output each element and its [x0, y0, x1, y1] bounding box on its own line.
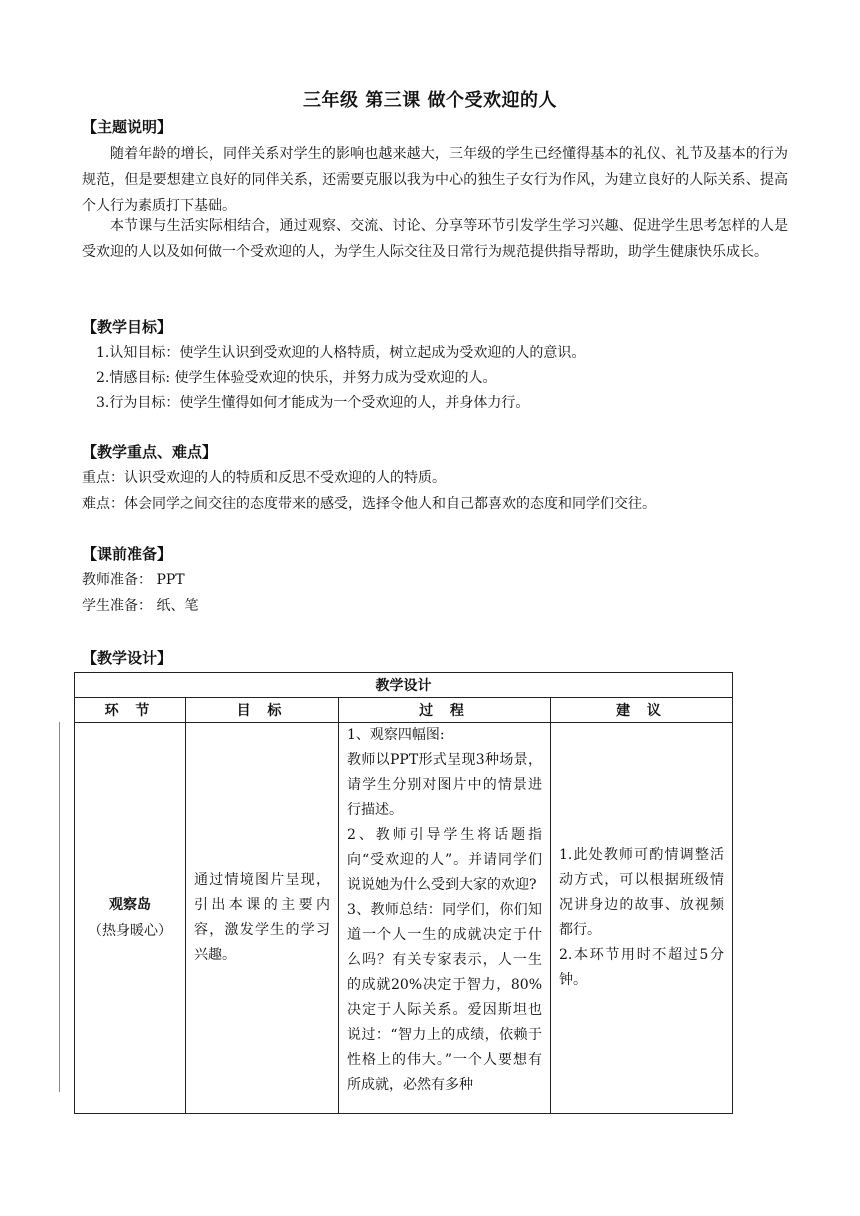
prep-heading: 【课前准备】: [82, 545, 173, 563]
segment-cell: [75, 723, 186, 1114]
goal-text: 通过情境图片呈现，引出本课的主要内容，激发学生的学习兴趣。: [194, 872, 330, 963]
goal-cell: [186, 723, 339, 1114]
teaching-design-table: [74, 672, 733, 1114]
design-heading: 【教学设计】: [82, 649, 173, 667]
goals-heading: 【教学目标】: [82, 318, 173, 336]
student-prep: 学生准备： 纸、笔: [82, 598, 199, 614]
keypoints-heading: 【教学重点、难点】: [82, 443, 218, 461]
advice-item-2: 2.本环节用时不超过5分钟。: [559, 947, 724, 988]
process-step-1: 1、观察四幅图:: [347, 727, 445, 743]
goal-item-cognitive: 1.认知目标：使学生认识到受欢迎的人格特质，树立起成为受欢迎的人的意识。: [96, 345, 586, 361]
column-header-advice: 建 议: [551, 698, 733, 723]
column-header-goal: 目 标: [186, 698, 339, 723]
teacher-prep: 教师准备： PPT: [82, 572, 185, 588]
process-step-2: 2、教师引导学生将话题指向“受欢迎的人”。并请同学们说说她为什么受到大家的欢迎?: [347, 827, 542, 893]
table-caption: 教学设计: [75, 673, 733, 698]
goal-item-emotional: 2.情感目标: 使学生体验受欢迎的快乐，并努力成为受欢迎的人。: [96, 370, 497, 386]
theme-paragraph-1: 随着年龄的增长，同伴关系对学生的影响也越来越大，三年级的学生已经懂得基本的礼仪、礼节及基本的行为规范，但是要想建立良好的同伴关系，还需要克服以我为中心的独生子女行为作风，为建立良好的人际关系、提高个人行为素质打下基础。: [82, 146, 788, 214]
key-point: 重点：认识受欢迎的人的特质和反思不受欢迎的人的特质。: [82, 470, 446, 486]
process-cell: [339, 723, 551, 1114]
table-caption-row: [75, 673, 733, 698]
column-header-process: 过 程: [339, 698, 551, 723]
theme-paragraph-2: 本节课与生活实际相结合，通过观察、交流、讨论、分享等环节引发学生学习兴趣、促进学生思考怎样的人是受欢迎的人以及如何做一个受欢迎的人，为学生人际交往及日常行为规范提供指导帮助，助学生健康快乐成长。: [82, 218, 788, 260]
theme-heading: 【主题说明】: [82, 118, 173, 136]
table-header-row: [75, 698, 733, 723]
difficult-point: 难点：体会同学之间交往的态度带来的感受，选择令他人和自己都喜欢的态度和同学们交往。: [82, 496, 656, 512]
table-row: [75, 723, 733, 1114]
advice-cell: [551, 723, 733, 1114]
margin-line: [59, 722, 60, 1092]
segment-subtitle: （热身暖心）: [88, 923, 172, 939]
goal-item-behavioral: 3.行为目标：使学生懂得如何才能成为一个受欢迎的人，并身体力行。: [96, 395, 530, 411]
column-header-segment: 环 节: [75, 698, 186, 723]
advice-item-1: 1.此处教师可酌情调整活动方式，可以根据班级情况讲身边的故事、放视频都行。: [559, 847, 724, 938]
lesson-title: 三年级 第三课 做个受欢迎的人: [302, 90, 558, 111]
process-step-3: 3、教师总结：同学们，你们知道一个人一生的成就决定于什么吗？有关专家表示，人一生的成就20%决定于智力，80% 决定于人际关系。爱因斯坦也说过：“智力上的成绩，依赖于性格上的伟大。”一个人要想有所成就，必然有多种: [347, 902, 542, 1093]
process-step-1-detail: 教师以PPT形式呈现3种场景，请学生分别对图片中的情景进行描述。: [347, 752, 542, 818]
segment-name: 观察岛: [109, 897, 151, 913]
